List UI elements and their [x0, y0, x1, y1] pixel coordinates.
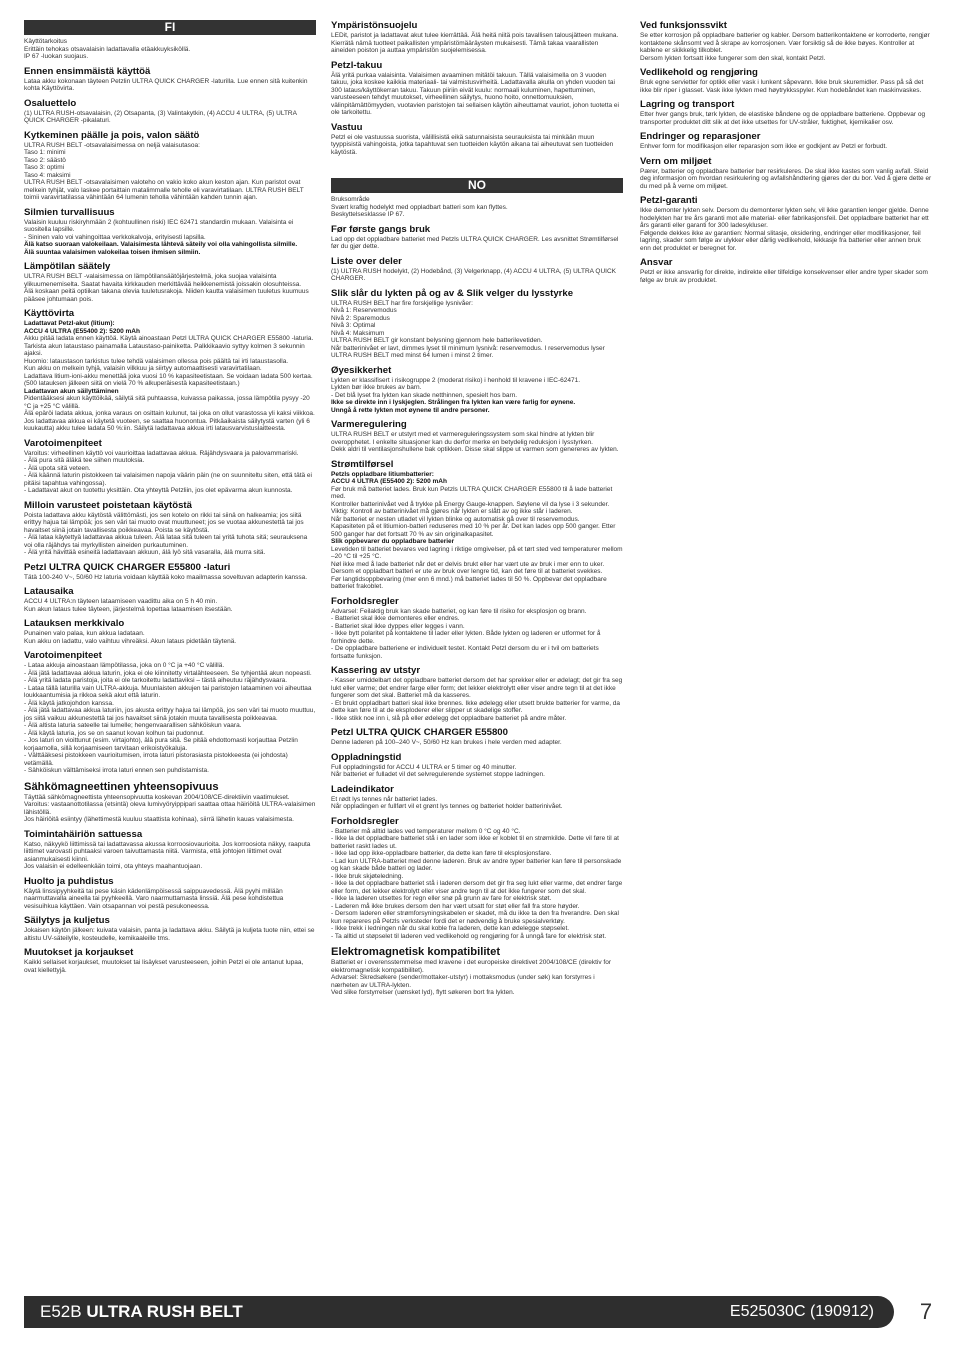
section-title: Ladeindikator: [331, 783, 394, 795]
column-2: [331, 20, 623, 997]
section-title: Elektromagnetisk kompatibilitet: [331, 946, 501, 958]
section-title: Forholdsregler: [331, 815, 399, 827]
page-number: 7: [919, 1299, 933, 1324]
section-title: Latauksen merkkivalo: [24, 618, 125, 629]
section-text: Poista ladattava akku käytöstä välittömästi, jos sen kotelo on rikki tai siinä on halkeamia; jos siitä erittyy hajua tai lämpöä; jos sen väri tai muoto ovat muuttuneet; jos se vuotaa akkunestettä tai jos havaitset siinä jotain tavallisesta poikkeavaa. Poista se käytöstä. - Älä lataa käytettyä ladattavaa akkua tuleen. Älä lataa sitä tuleen tai yritä tuhota sitä; seurauksena voi olla räjähdys tai myrkyllisten aineiden purkautuminen. - Älä yritä hävittää esineitä ladattavaan akkuun, älä lyö sitä vasaralla, älä murra sitä.: [24, 511, 308, 556]
section-title: Osaluettelo: [24, 97, 77, 109]
section-title: Ansvar: [640, 257, 673, 268]
section-text: ACCU 4 ULTRA:n täyteen lataamiseen vaadittu aika on 5 h 40 min. Kun akun lataus tulee täyteen, järjestelmä lopettaa lataamisen itsestään.: [24, 598, 233, 613]
section-text: ULTRA RUSH BELT har fire forskjellige lysnivåer: Nivå 1: Reservemodus Nivå 2: Sparemodus Nivå 3: Optimal Nivå 4: Maksimum ULTRA RUSH BELT gir konstant belysning gjennom hele batterilevetiden. Når batterinivået er lavt, dimmes lyset til minimum lysnivå: reservemodus. I reservemodus lyser ULTRA RUSH BELT med minst 64 lumen i minst 2 timer.: [331, 299, 605, 359]
subsection-title: Ladattavan akun säilyttäminen: [24, 387, 119, 395]
section-title: Vedlikehold og rengjøring: [640, 67, 758, 78]
warning-text: Älä katso suoraan valokeilaan. Valaisimesta lähtevä säteily voi olla vahingollista silmille. Älä suuntaa valaisimen valokeilaa toisen ihmisen silmiin.: [24, 241, 298, 256]
section-title: Petzl ULTRA QUICK CHARGER E55800: [331, 727, 508, 738]
section-title: Endringer og reparasjoner: [640, 131, 761, 142]
language-header-no: NO: [331, 178, 623, 193]
section-text: Käytä linssipyyhkeitä tai pese käsin kädenlämpöisessä saippuavedessä. Älä pyyhi millään naarmuttavalla aineella tai pyyhkeellä. Varo naarmuttamasta linssiä. Älä pese kohdistettua vesisuihkua käyttäen. Vain otsapannan voi pestä pesukoneessa.: [24, 887, 284, 910]
section-title: Varmeregulering: [331, 419, 407, 430]
section-text: (1) ULTRA RUSH-otsavalaisin, (2) Otsapanta, (3) Valintakytkin, (4) ACCU 4 ULTRA, (5) ULTRA QUICK CHARGER -pikalaturi.: [24, 109, 297, 124]
product-title: [40, 1301, 243, 1323]
section-title: Vastuu: [331, 121, 363, 133]
section-text: Etter hver gangs bruk, tørk lykten, de elastiske båndene og de oppladbare batteriene. Oppbevar og transporter produktet ditt slik at det ikke utsettes for UV-stråler, fuktighet, kjemikalier osv.: [640, 111, 926, 126]
section-text: Denne laderen på 100–240 V~, 50/60 Hz kan brukes i hele verden med adapter.: [331, 739, 562, 746]
section-title: Petzl-garanti: [640, 195, 698, 206]
model-number: E52B: [40, 1302, 82, 1321]
section-text: Petzl ei ole vastuussa suorista, välillisistä eikä satunnaisista seurauksista tai minkään muun tyyppisistä vahingoista, jotka tapahtuvat sen tuotteiden käytön aikana tai aiheutuvat sen tuotteiden käytöstä.: [331, 133, 614, 156]
section-title: Lämpötilan säätely: [24, 261, 111, 272]
section-text: LEDit, paristot ja ladattavat akut tulee kierrättää. Älä heitä niitä pois tavallisen talousjätteen mukana. Kierrätä nämä tuotteet paikallisten ympäristömääräysten mukaisesti. Tämä takaa vaarallisten aineiden poiston ja auttaa ympäristön suojelemisessa.: [331, 32, 619, 54]
section-text: Katso, näkyykö liittimissä tai ladattavassa akussa korroosiovaurioita. Jos korroosiota näkyy, raaputa liittimet varovasti puhtaaksi varoen taivuttamasta niitä. Varmista, että johtojen liittimet ovat asianmukaisesti kiinni. Jos valaisin ei edelleenkään toimi, ota yhteys maahantuojaan.: [24, 840, 311, 870]
subsection-title: Ladattavat Petzl-akut (litium): ACCU 4 ULTRA (E55400 2): 5200 mAh: [24, 320, 140, 335]
section-title: Ved funksjonssvikt: [640, 20, 727, 31]
section-text: Levetiden til batteriet bevares ved lagring i riktige omgivelser, på et tørt sted ved temperaturer mellom –20 °C til +25 °C. Nøl ikke med å lade batteriet når det er delvis brukt eller har vært ute av bruk i mer enn to uker. Dersom et oppladbart batteri er ute av bruk over lengre tid, kan det føre til at batteriet svekkes. Før langtidsoppbevaring (mer enn 6 mnd.) må batteriet lades til 50 %. Oppbevar det oppladbare batteriet frakoblet.: [331, 545, 623, 590]
section-text: Jokaisen käytön jälkeen: kuivata valaisin, panta ja ladattava akku. Säilytä ja kuljeta tuote niin, ettei se altistu UV-säteilylle, kosteudelle, kemikaaleille tms.: [24, 927, 315, 942]
section-text: Før bruk må batteriet lades. Bruk kun Petzls ULTRA QUICK CHARGER E55800 til å lade batteriet med. Kontroller batterinivået ved å trykke på Energy Gauge-knappen. Søylene vil da lyse i 3 sekunder. Viktig: Kontroll av batterinivået må gjøres når lykten er slått av og ikke står i laderen. Når batteriet er nesten utladet vil lykten blinke og automatisk gå over til reservemodus. Kapasiteten på et litiumion-batteri reduseres med 10 % per år. Det kan lades opp 500 ganger. Etter 500 ganger har det fortsatt 70 % av sin originalkapasitet.: [331, 485, 616, 538]
section-title: Sähkömagneettinen yhteensopivuus: [24, 780, 219, 793]
section-text: Se etter korrosjon på oppladbare batterier og kabler. Dersom batterikontaktene er korroderte, rengjør kontaktene skånsomt ved å skrape av korrosjonen. Vær forsiktig så de ikke bøyes. Kontroller at kablene er skikkelig tilkoblet. Dersom lykten fortsatt ikke fungerer som den skal, kontakt Petzl.: [640, 32, 930, 62]
warning-text: Ikke se direkte inn i lyskjeglen. Strålingen fra lykten kan være farlig for øynene. Unngå å rette lykten mot øynene til andre personer.: [331, 399, 576, 414]
section-text: Tätä 100-240 V~, 50/60 Hz laturia voidaan käyttää koko maailmassa soveltuvan adapterin kanssa.: [24, 573, 308, 581]
section-text: Lataa akku kokonaan täyteen Petzlin ULTRA QUICK CHARGER -laturilla. Lue ennen sitä kuitenkin kohta Käyttövirta.: [24, 77, 308, 92]
section-text: Ikke demonter lykten selv. Dersom du demonterer lykten selv, vil ikke garantien lenger gjelde. Denne hodelykten har tre års garanti mot alle material- eller fabrikasjonsfeil. Det oppladbare batteriet har ett års garanti eller garanti for 300 ladesykluser. Følgende dekkes ikke av garantien: Normal slitasje, oksidering, endringer eller modifikasjoner, feil lagring, skader som følge av ulykker eller dårlig vedlikehold, lekkasje fra batterier eller annen bruk enn det produktet er beregnet for.: [640, 207, 929, 252]
section-title: Varotoimenpiteet: [24, 437, 102, 449]
section-text: ULTRA RUSH BELT -otsavalaisimessa on neljä valaisutasoa: Taso 1: minimi Taso 2: säästö Taso 3: optimi Taso 4: maksimi ULTRA RUSH BELT -otsavalaisimen valoteho on vakio koko akun keston ajan. Kun paristot ovat melkein tyhjät, valo laskee portaittain matalimmalle teholle eli varavirtatilaan. ULTRA RUSH BELT toimii varavirtatilassa vähintään 64 lumenin teholla vähintään kahden tunnin ajan.: [24, 141, 304, 201]
intended-use-text: Bruksområde Svært kraftig hodelykt med oppladbart batteri som kan flyttes. Beskyttelsesklasse IP 67.: [331, 196, 508, 218]
section-text: - Lataa akkuja ainoastaan lämpötilassa, joka on 0 °C ja +40 °C välillä. - Älä jätä ladattavaa akkua laturin, joka ei ole kiinnitetty virtalähteeseen. Se tyhjentää akun nopeasti. - Älä yritä ladata paristoja, joita ei ole tarkoitettu ladattaviksi – tästä aiheutuu räjähdysvaara. - Lataa tällä laturilla vain ULTRA-akkuja. Muunlaisten akkujen tai paristojen lataaminen voi aiheuttaa loukkaantumisia ja rikkoa sekä akut että laturin. - Älä käytä jatkojohdon kanssa. - Älä jätä ladattavaa akkua laturiin, jos akusta erittyy hajua tai lämpöä, jos sen väri tai muoto muuttuu, jos siitä vaikuu akkunestettä tai jos havaitset siinä jotakin muuta tavallisesta poikkeavaa. - Älä altista laturia sateelle tai lumelle; hengenvaarallisen sähköiskun vaara. - Älä käytä laturia, jos se on saanut kovan kolhun tai pudonnut. - Jos laturi on vioittunut (esim. virtajohto), älä pura sitä. Se pitää ehdottomasti korjauttaa Petzlin korjaamolla, sillä korjaamiseen tarvitaan erikoistyökaluja. - Välttääksesi pistokkeen vaurioitumisen, irrota laturi pistorasiasta pistokkeesta (ei johdosta) vetämällä. - Sähköiskun välttämiseksi irrota laturi ennen sen puhdistamista.: [24, 662, 316, 774]
section-title: Forholdsregler: [331, 595, 399, 607]
column-1: [24, 20, 316, 974]
section-title: Ympäristönsuojelu: [331, 20, 418, 31]
section-title: Käyttövirta: [24, 308, 75, 319]
section-text: Enhver form for modifikasjon eller reparasjon som ikke er godkjent av Petzl er forbudt.: [640, 143, 888, 150]
section-text: - Kasser umiddelbart det oppladbare batteriet dersom det har sprekker eller er ødelagt; det gir fra seg lukt eller varme; det endrer farge eller form; det lekker elektrolytt eller viser andre tegn til at det ikke fungerer som det skal. Batteriet må da kasseres. - Et brukt oppladbart batteri skal ikke brennes. Ikke ødelegg eller utsett brukte batterier for varme, da dette kan føre til at de eksploderer eller slipper ut skadelige stoffer. - Ikke stikk noe inn i, slå på eller ødelegg det oppladbare batteriet på andre måter.: [331, 677, 623, 722]
section-title: Petzl-takuu: [331, 59, 383, 71]
section-title: Varotoimenpiteet: [24, 650, 102, 661]
section-title: Silmien turvallisuus: [24, 206, 115, 218]
section-title: Lagring og transport: [640, 99, 735, 110]
product-name: ULTRA RUSH BELT: [86, 1302, 243, 1321]
section-title: Liste over deler: [331, 255, 402, 267]
section-title: Säilytys ja kuljetus: [24, 915, 110, 926]
document-reference: E525030C (190912): [729, 1303, 874, 1320]
document-page: [24, 20, 934, 1310]
language-header-fi: FI: [24, 20, 316, 35]
footer-bar: [24, 1296, 894, 1328]
section-text: Lad opp det oppladbare batteriet med Petzls ULTRA QUICK CHARGER. Les avsnittet Strømtilførsel før du gjør dette.: [331, 235, 619, 250]
section-title: Kassering av utstyr: [331, 665, 421, 676]
section-text: Akku pitää ladata ennen käyttöä. Käytä ainoastaan Petzl ULTRA QUICK CHARGER E55800 -laturia. Tarkista akun lataustaso painamalla Lataustaso-painiketta. Palkkikaavio syttyy kolmen 3 sekunnin ajaksi. Huomio: lataustason tarkistus tulee tehdä valaisimen ollessa pois päältä tai irti lataustasolla. Kun akku on melkein tyhjä, valaisin vilkkuu ja siirtyy automaattisesti varavirtatilaan. Ladattava litium-ioni-akku menettää joka vuosi 10 % kapasiteetistaan. Se voidaan ladata 500 kertaa. (500 latauksen jälkeen siitä on vielä 70 % alkuperäisestä kapasiteetistaan.): [24, 335, 314, 387]
section-text: Full oppladningstid for ACCU 4 ULTRA er 5 timer og 40 minutter. Når batteriet er fulladet vil det selvregulerende systemet stoppe ladningen.: [331, 763, 545, 778]
section-title: Toimintahäiriön sattuessa: [24, 828, 143, 840]
column-3: [640, 20, 932, 284]
section-text: Batteriet er i overensstemmelse med kravene i det europeiske direktivet 2004/108/CE (direktiv for elektromagnetisk kompatibilitet). Advarsel: Skredsøkere (sender/mottaker-utstyr) i mottaksmodus (under søk) kan forstyrres i nærheten av ULTRA-lykten. Ved slike forstyrrelser (uønsket lyd), flytt søkeren bort fra lykten.: [331, 959, 611, 996]
subsection-title: Petzls oppladbare litiumbatterier: ACCU 4 ULTRA (E55400 2): 5200 mAh: [331, 470, 447, 485]
section-text: Pærer, batterier og oppladbare batterier bør resirkuleres. De skal ikke kastes som vanlig avfall. Sleid deg informasjon om hvordan resirkulering og avfallshåndtering gjøres der du bor. Ved å gjøre dette er du med på å verne om miljøet.: [640, 167, 932, 190]
section-text: Punainen valo palaa, kun akkua ladataan. Kun akku on ladattu, valo vaihtuu vihreäksi. Akun lataus pidetään täytenä.: [24, 630, 237, 645]
section-title: Kytkeminen päälle ja pois, valon säätö: [24, 129, 200, 141]
section-title: Oppladningstid: [331, 751, 402, 763]
section-text: Älä yritä purkaa valaisinta. Valaisimen avaaminen mitätöi takuun. Tällä valaisimella on 3 vuoden takuu, joka koskee kaikkia materiaali- tai valmistusvirheitä. Ladattavalla akulla on yhden vuoden tai 300 lataus/käyttökerran takuu. Takuun piiriin eivät kuulu: normaali kuluminen, hapettuminen, varusteeseen tehdyt muutokset, virheellinen säilytys, huono hoito, onnettomuuksien, välinpitämättömyyden, vuotavien paristojen tai sellaisen käytön aiheuttamat vauriot, johon tuotetta ei ole tarkoitettu.: [331, 71, 619, 116]
section-text: Täyttää sähkömagneettista yhteensopivuutta koskevan 2004/108/CE-direktiivin vaatimukset. Varoitus: vastaanottotilassa (etsintä) oleva lumivyöryippipari saattaa ottaa häiriöitä ULTRA-valaisimen lähistöllä. Jos häiriöitä esiintyy (lähettimestä kuuluu staattista kohinaa), siirrä lähetin kauas valaisimesta.: [24, 793, 316, 823]
section-text: Et rødt lys tennes når batteriet lades. Når oppladingen er fullført vil et grønt lys tennes og batteriet holder batterinivået.: [331, 795, 563, 810]
section-text: - Batterier må alltid lades ved temperaturer mellom 0 °C og 40 °C. - Ikke la det oppladbare batteriet stå i en lader som ikke er koblet til en strømkilde. Dette vil føre til at batteriet raskt lades ut. - Ikke lad opp ikke-oppladbare batterier, da dette kan føre til eksplosjonsfare. - Lad kun ULTRA-batteriet med denne laderen. Bruk av andre typer batterier kan føre til personskade og kan skade både batteri og lader. - Ikke bruk skjøteledning. - Ikke la det oppladbare batteriet stå i laderen dersom det gir fra seg lukt eller varme, det endrer farge eller form, det lekker elektrolytt eller viser andre tegn til at det ikke fungerer som det skal. - Ikke la laderen utsettes for regn eller snø på grunn av fare for elektrisk støt. - Laderen må ikke brukes dersom den har vært utsatt for støt eller fall fra store høyder. - Dersom laderen eller strømforsyningskabelen er skadet, må du ikke ta den fra hverandre. Den skal kun repareres på Petzls verksteder fordi det er nødvendig å bruke spesialverktøy. - Ikke trekk i ledningen når du skal koble fra laderen, dette kan ødelegge støpselet. - Ta alltid ut støpselet til laderen ved vedlikehold og rengjøring for å unngå fare for elektrisk støt.: [331, 827, 623, 940]
section-title: Latausaika: [24, 586, 74, 597]
section-text: Pidentääksesi akun käyttöikää, säilytä sitä puhtaassa, kuivassa paikassa, jossa lämpötila pysyy -20 °C ja +25 °C välillä. Älä epäröi ladata akkua, jonka varaus on osittain kulunut, tai joka on ollut varastossa yli kaksi viikkoa. Jos ladattavaa akkua ei käytetä vuoteen, se saattaa huonontua. Pitkäaikaista säilytystä varten (yli 6 kuukautta) akku tulee ladata 50 %:iin. Säilytä ladattavaa akkua irti latausvarvistuslaitteesta.: [24, 395, 315, 432]
section-title: Vern om miljøet: [640, 155, 712, 167]
section-text: Bruk egne servietter for optikk eller vask i lunkent såpevann. Ikke bruk skuremidler. Pass på så det ikke blir riper i glasset. Vask ikke lykten med høytrykksspyler. Kun hodebåndet kan maskinvaskes.: [640, 79, 924, 94]
section-text: Varoitus: virheellinen käyttö voi vaurioittaa ladattavaa akkua. Räjähdysvaara ja palovammariski. - Älä pura sitä äläkä tee siihen muutoksia. - Älä upota sitä veteen. - Älä käännä laturin pistokkeen tai valaisimen napoja väärin päin (ne on suunniteltu siten, että tätä ei pitäisi tapahtua vahingossa). - Ladattavat akut on tuotettu yksittäin. Ota yhteyttä Petzliin, jos olet epävarma akun kunnosta.: [24, 449, 312, 494]
section-title: Milloin varusteet poistetaan käytöstä: [24, 499, 192, 511]
section-text: ULTRA RUSH BELT er utstyrt med et varmereguleringssystem som skal hindre at lykten blir overopphetet. I enkelte situasjoner kan du derfor merke en betydelig reduksjon i lysstyrken. Dekk aldri til ventilasjonshullene bak optikken. Disse skal slippe ut varmen som genereres av lykten.: [331, 431, 619, 453]
section-title: Strømtilførsel: [331, 458, 394, 470]
section-text: (1) ULTRA RUSH hodelykt, (2) Hodebånd, (3) Velgerknapp, (4) ACCU 4 ULTRA, (5) ULTRA QUICK CHARGER.: [331, 267, 617, 282]
section-text: Advarsel: Feilaktig bruk kan skade batteriet, og kan føre til risiko for eksplosjon og brann. - Batteriet skal ikke demonteres eller endres. - Batteriet skal ikke dyppes eller legges i vann. - Ikke bytt polaritet på kontaktene til lader eller lykten. Både lykten og laderen er utformet for å forhindre dette. - De oppladbare batteriene er individuelt testet. Kontakt Petzl dersom du er i tvil om batteriets fortsatte funksjon.: [331, 607, 601, 660]
section-text: Petzl er ikke ansvarlig for direkte, indirekte eller tilfeldige konsekvenser eller andre typer skader som følge av bruk av produktet.: [640, 269, 928, 284]
section-title: Petzl ULTRA QUICK CHARGER E55800 -laturi: [24, 561, 231, 573]
section-text: Kaikki sellaiset korjaukset, muutokset tai lisäykset varusteeseen, joihin Petzl ei ole antanut lupaa, ovat kiellettyjä.: [24, 959, 304, 974]
section-title: Muutokset ja korjaukset: [24, 947, 134, 958]
section-text: Valaisin kuuluu riskiryhmään 2 (kohtuullinen riski) IEC 62471 standardin mukaan. Valaisinta ei suositella lapsille. - Sininen valo voi vahingoittaa verkkokalvoja, erityisesti lapsilla.: [24, 218, 294, 241]
subsection-title: Slik oppbevarer du oppladbare batterier: [331, 538, 455, 545]
section-title: Slik slår du lykten på og av & Slik velger du lysstyrke: [331, 287, 574, 299]
section-title: Huolto ja puhdistus: [24, 875, 114, 887]
intended-use-text: Käyttötarkoitus Erittäin tehokas otsavalaisin ladattavalla etäakkuyksiköllä. IP 67 -luokan suojaus.: [24, 38, 191, 60]
section-title: Øyesikkerhet: [331, 364, 392, 376]
section-text: ULTRA RUSH BELT -valaisimessa on lämpötilansäätöjärjestelmä, joka suojaa valaisinta ylikuumenemiselta. Saatat havaita kirkkauden merkittävää heikkenemistä joissakin olosuhteissa. Älä koskaan peitä optiikan takana olevia tuuletusrakoja. Niiden kautta valaisimen tuuletus kuumuus pääsee johtumaan pois.: [24, 273, 309, 303]
section-title: Før første gangs bruk: [331, 223, 431, 235]
section-title: Ennen ensimmäistä käyttöä: [24, 65, 151, 77]
section-text: Lykten er klassifisert i risikogruppe 2 (moderat risiko) i henhold til kravene i IEC-62471. Lykten bør ikke brukes av barn. - Det blå lyset fra lykten kan skade netthinnen, spesielt hos barn.: [331, 376, 581, 399]
